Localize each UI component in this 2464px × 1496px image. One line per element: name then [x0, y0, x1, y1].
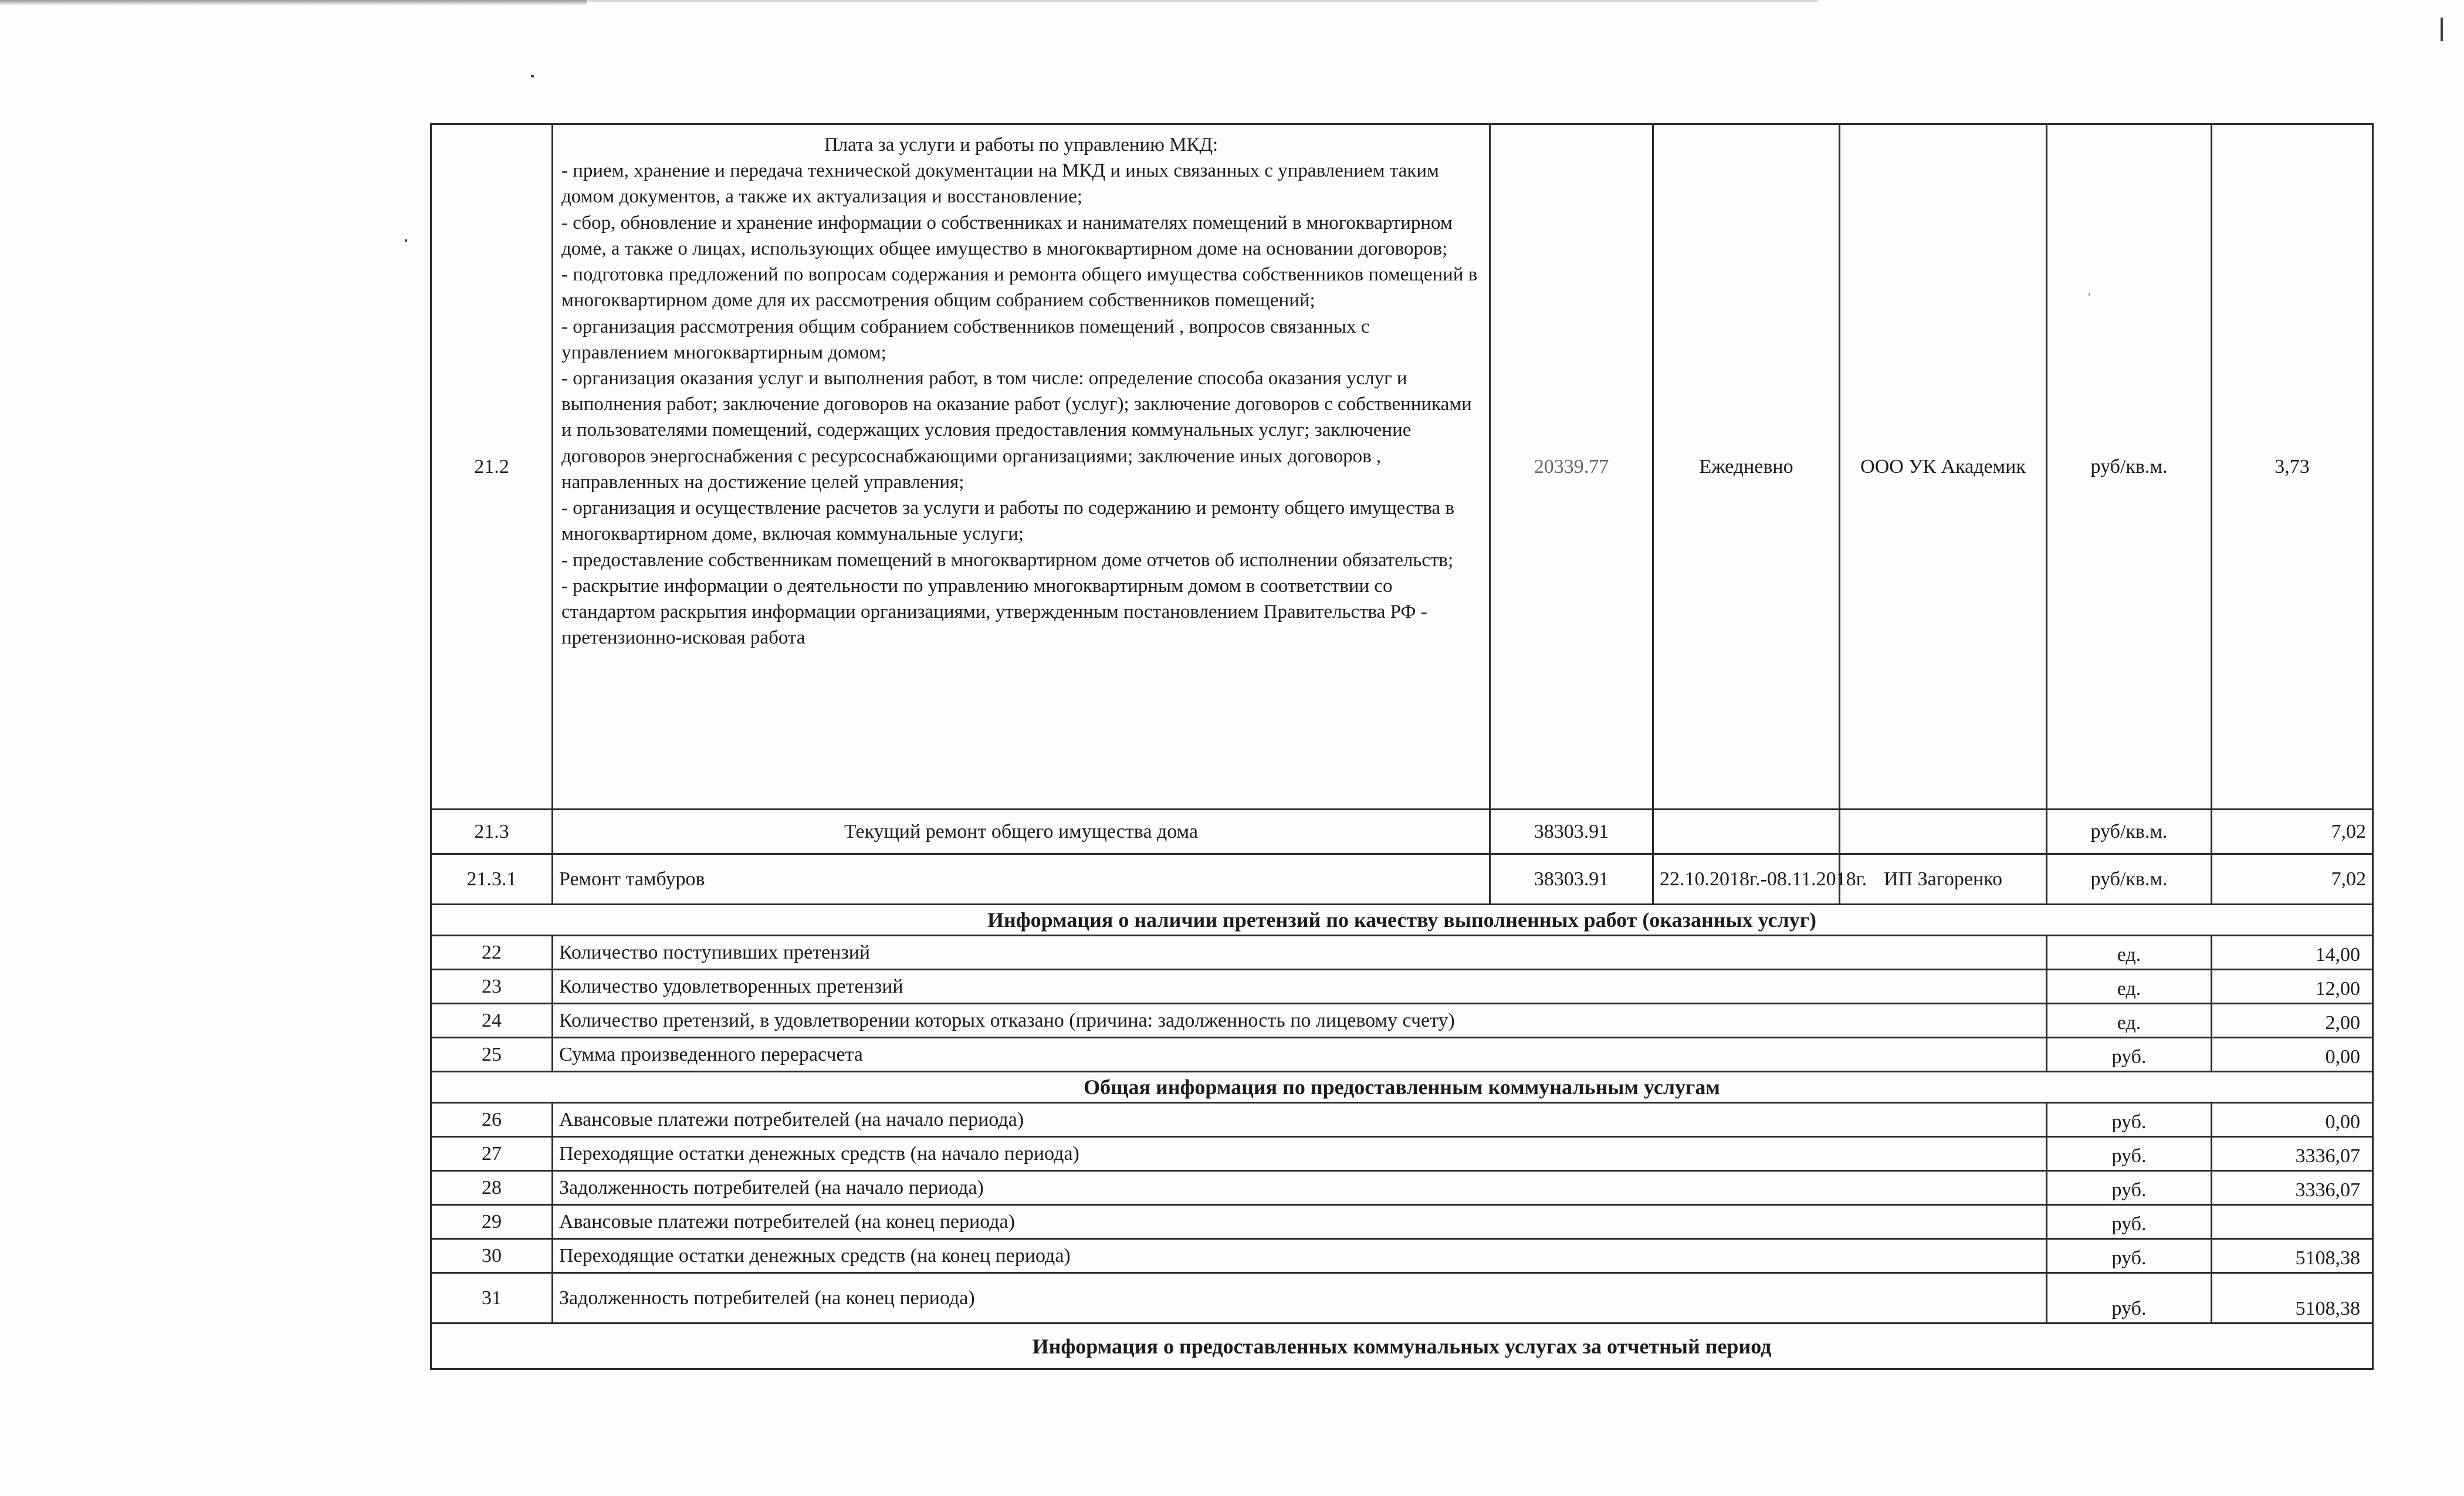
row-label: Количество претензий, в удовлетворении которых отказано (причина: задолженность по лицевому счету) — [553, 1004, 2047, 1038]
scan-speck — [531, 75, 534, 77]
row-number: 25 — [431, 1038, 553, 1072]
scan-top-line — [587, 0, 1819, 2]
description-line: - прием, хранение и передача технической документации на МКД и иных связанных с управлением таким домом документов, а также их актуализация и восстановление; — [561, 160, 1439, 208]
section-utilities — [431, 1072, 2373, 1103]
rate: 3,73 — [2212, 124, 2373, 810]
periodicity-empty — [1653, 810, 1840, 854]
description-line: - организация и осуществление расчетов за услуги и работы по содержанию и ремонту общего имущества в многоквартирном доме, включая коммунальные услуги; — [561, 497, 1454, 545]
row-number: 26 — [431, 1103, 553, 1137]
section-title: Информация о предоставленных коммунальных услугах за отчетный период — [431, 1324, 2373, 1369]
table-row — [431, 1038, 2373, 1072]
unit: руб/кв.м. — [2047, 810, 2212, 854]
row-label: Количество поступивших претензий — [553, 936, 2047, 970]
service-description — [553, 124, 1490, 810]
contractor: ИП Загоренко — [1840, 854, 2047, 905]
report-table — [430, 123, 2374, 1370]
row-number: 27 — [431, 1137, 553, 1171]
unit: руб. — [2047, 1038, 2212, 1072]
table-row — [431, 1171, 2373, 1205]
description-line: - подготовка предложений по вопросам содержания и ремонта общего имущества собственников помещений в многоквартирном доме для их рассмотрения общим собранием собственников помещений; — [561, 264, 1478, 312]
unit: ед. — [2047, 970, 2212, 1004]
row-number: 29 — [431, 1205, 553, 1239]
row-number: 24 — [431, 1004, 553, 1038]
amount: 20339.77 — [1490, 124, 1653, 810]
row-value: 5108,38 — [2212, 1239, 2373, 1273]
section-title: Общая информация по предоставленным коммунальным услугам — [431, 1072, 2373, 1103]
table-row — [431, 1103, 2373, 1137]
work-period: 22.10.2018г.-08.11.2018г. — [1653, 854, 1840, 905]
scan-speck — [2441, 18, 2443, 41]
row-label: Переходящие остатки денежных средств (на начало периода) — [553, 1137, 2047, 1171]
unit: руб/кв.м. — [2047, 854, 2212, 905]
row-value: 0,00 — [2212, 1038, 2373, 1072]
rate: 7,02 — [2212, 854, 2373, 905]
table-row — [431, 970, 2373, 1004]
contractor: ООО УК Академик — [1840, 124, 2047, 810]
row-value: 14,00 — [2212, 936, 2373, 970]
unit: ед. — [2047, 1004, 2212, 1038]
row-value — [2212, 1205, 2373, 1239]
row-value: 2,00 — [2212, 1004, 2373, 1038]
row-number: 30 — [431, 1239, 553, 1273]
section-services — [431, 1324, 2373, 1369]
service-name: Текущий ремонт общего имущества дома — [553, 810, 1490, 854]
table-row — [431, 1004, 2373, 1038]
row-21-3-1 — [431, 854, 2373, 905]
table-row — [431, 1273, 2373, 1324]
report-sheet — [430, 123, 2374, 1370]
unit: руб. — [2047, 1103, 2212, 1137]
description-title: Плата за услуги и работы по управлению МКД: — [824, 134, 1219, 155]
description-line: - раскрытие информации о деятельности по управлению многоквартирным домом в соответствии со стандартом раскрытия информации организациями, утвержденным постановлением Правительства РФ - претензионно-исковая работа — [561, 575, 1427, 649]
row-label: Задолженность потребителей (на конец периода) — [553, 1273, 2047, 1324]
unit: руб/кв.м. — [2047, 124, 2212, 810]
row-number: 21.3 — [431, 810, 553, 854]
description-line: - сбор, обновление и хранение информации о собственниках и нанимателях помещений в многоквартирном доме, а также о лицах, использующих общее имущество в многоквартирном доме на основании договоров; — [561, 212, 1453, 259]
row-label: Задолженность потребителей (на начало периода) — [553, 1171, 2047, 1205]
row-value: 0,00 — [2212, 1103, 2373, 1137]
row-value: 3336,07 — [2212, 1137, 2373, 1171]
section-claims — [431, 905, 2373, 936]
unit: руб. — [2047, 1205, 2212, 1239]
row-number: 23 — [431, 970, 553, 1004]
row-label: Переходящие остатки денежных средств (на конец периода) — [553, 1239, 2047, 1273]
table-row — [431, 1239, 2373, 1273]
row-value: 12,00 — [2212, 970, 2373, 1004]
amount: 38303.91 — [1490, 810, 1653, 854]
row-number: 31 — [431, 1273, 553, 1324]
row-label: Авансовые платежи потребителей (на конец периода) — [553, 1205, 2047, 1239]
row-21-2 — [431, 124, 2373, 810]
section-title: Информация о наличии претензий по качеству выполненных работ (оказанных услуг) — [431, 905, 2373, 936]
row-value: 5108,38 — [2212, 1273, 2373, 1324]
row-number: 28 — [431, 1171, 553, 1205]
row-21-3 — [431, 810, 2373, 854]
row-label: Авансовые платежи потребителей (на начало периода) — [553, 1103, 2047, 1137]
unit: руб. — [2047, 1239, 2212, 1273]
scan-top-shadow — [0, 0, 587, 5]
table-row — [431, 1137, 2373, 1171]
unit: руб. — [2047, 1171, 2212, 1205]
unit: руб. — [2047, 1137, 2212, 1171]
row-label: Сумма произведенного перерасчета — [553, 1038, 2047, 1072]
table-row — [431, 936, 2373, 970]
description-line: - организация оказания услуг и выполнения работ, в том числе: определение способа оказания услуг и выполнения работ; заключение договоров на оказание работ (услуг); заключение договоров с собственниками и пользователями помещений, содержащих условия предоставления коммунальных услуг; заключение договоров энергоснабжения с ресурсоснабжающими организациями; заключение иных договоров , направленных на достижение целей управления; — [561, 367, 1472, 493]
scan-speck — [405, 239, 407, 242]
row-label: Количество удовлетворенных претензий — [553, 970, 2047, 1004]
description-line: - организация рассмотрения общим собранием собственников помещений , вопросов связанных с управлением многоквартирным домом; — [561, 316, 1370, 363]
table-row — [431, 1205, 2373, 1239]
row-number: 22 — [431, 936, 553, 970]
row-value: 3336,07 — [2212, 1171, 2373, 1205]
row-number: 21.3.1 — [431, 854, 553, 905]
rate: 7,02 — [2212, 810, 2373, 854]
unit: руб. — [2047, 1273, 2212, 1324]
unit: ед. — [2047, 936, 2212, 970]
description-line: - предоставление собственникам помещений в многоквартирном доме отчетов об исполнении обязательств; — [561, 549, 1454, 571]
service-name: Ремонт тамбуров — [553, 854, 1490, 905]
amount: 38303.91 — [1490, 854, 1653, 905]
contractor-empty — [1840, 810, 2047, 854]
periodicity: Ежедневно — [1653, 124, 1840, 810]
row-number: 21.2 — [431, 124, 553, 810]
